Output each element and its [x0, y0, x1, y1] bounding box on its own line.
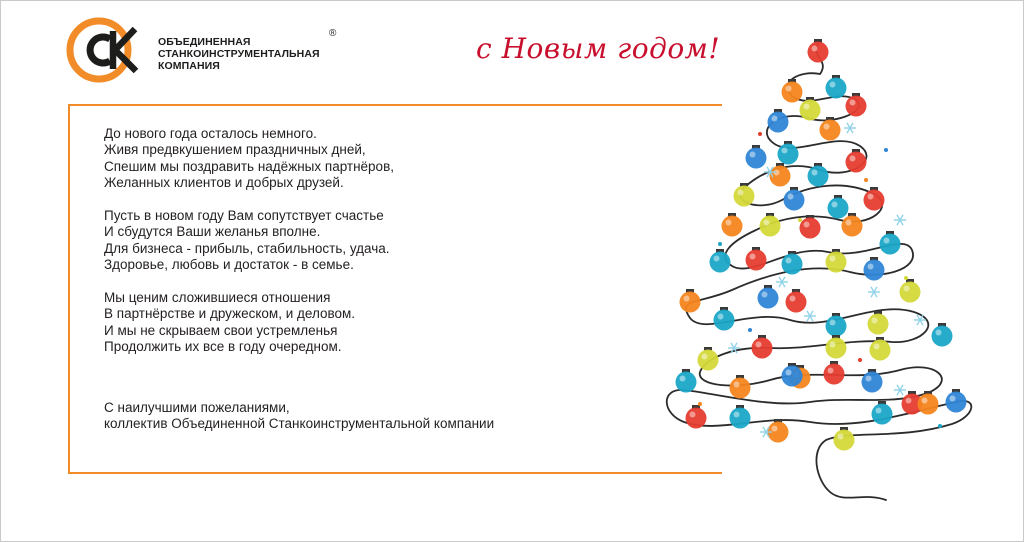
- ornament-light: [826, 78, 847, 99]
- ornament-light: [752, 338, 773, 359]
- ornament-light: [880, 234, 901, 255]
- ornament-highlight: [838, 434, 844, 440]
- ornament-light: [746, 250, 767, 271]
- ornament-highlight: [702, 354, 708, 360]
- ornament-light: [808, 166, 829, 187]
- ornament-light: [932, 326, 953, 347]
- ornament-light: [730, 408, 751, 429]
- confetti-dot: [758, 132, 762, 136]
- ornament-light: [800, 218, 821, 239]
- poem-line: До нового года осталось немного.: [104, 126, 317, 141]
- confetti-dot: [748, 328, 752, 332]
- poem-line: Мы ценим сложившиеся отношения: [104, 290, 331, 306]
- ornament-light: [760, 216, 781, 237]
- ornament-highlight: [734, 382, 740, 388]
- ornament-light: [824, 364, 845, 385]
- signature-line: С наилучшими пожеланиями,: [104, 400, 290, 415]
- ornament-light: [868, 314, 889, 335]
- ornament-highlight: [750, 152, 756, 158]
- ornament-highlight: [804, 222, 810, 228]
- ornament-light: [834, 430, 855, 451]
- ornament-light: [842, 216, 863, 237]
- ornament-highlight: [850, 156, 856, 162]
- ornament-highlight: [804, 104, 810, 110]
- ornament-highlight: [812, 170, 818, 176]
- poem-line: Спешим мы поздравить надёжных партнёров,: [104, 158, 394, 174]
- ornament-highlight: [790, 296, 796, 302]
- new-year-greeting: с Новым годом!: [476, 32, 721, 65]
- ornament-light: [800, 100, 821, 121]
- ornament-light: [714, 310, 735, 331]
- poem-line: В партнёрстве и дружеском, и деловом.: [104, 306, 356, 322]
- confetti-dot: [904, 276, 908, 280]
- poem-stanza: [104, 126, 574, 192]
- ornament-highlight: [788, 194, 794, 200]
- ornament-highlight: [832, 202, 838, 208]
- ornament-light: [782, 82, 803, 103]
- ornament-light: [722, 216, 743, 237]
- poem-line: Желанных клиентов и добрых друзей.: [104, 175, 344, 191]
- ornament-light: [676, 372, 697, 393]
- ornament-highlight: [868, 194, 874, 200]
- ornament-highlight: [762, 292, 768, 298]
- ornament-light: [864, 260, 885, 281]
- ornament-highlight: [936, 330, 942, 336]
- ornament-highlight: [868, 264, 874, 270]
- ornament-light: [846, 96, 867, 117]
- ornament-highlight: [872, 318, 878, 324]
- ornament-highlight: [874, 344, 880, 350]
- ornament-light: [680, 292, 701, 313]
- company-name-line: КОМПАНИЯ: [158, 60, 220, 72]
- ornament-highlight: [772, 426, 778, 432]
- ornament-light: [820, 120, 841, 141]
- snowflake-icon: [776, 277, 788, 287]
- christmas-tree-icon: [660, 30, 990, 530]
- ornament-light: [828, 198, 849, 219]
- ornament-highlight: [846, 220, 852, 226]
- ornament-highlight: [756, 342, 762, 348]
- ornament-highlight: [884, 238, 890, 244]
- ornament-light: [846, 152, 867, 173]
- snowflake-icon: [894, 215, 906, 225]
- confetti-dot: [884, 148, 888, 152]
- ornament-highlight: [830, 82, 836, 88]
- ornament-light: [826, 316, 847, 337]
- ornament-highlight: [906, 398, 912, 404]
- signature: [104, 400, 494, 433]
- company-name: [158, 36, 320, 72]
- ornament-light: [864, 190, 885, 211]
- ornament-highlight: [922, 398, 928, 404]
- snowflake-icon: [868, 287, 880, 297]
- ornament-light: [746, 148, 767, 169]
- ornament-light: [872, 404, 893, 425]
- company-name-line: СТАНКОИНСТРУМЕНТАЛЬНАЯ: [158, 48, 320, 60]
- sk-logo-icon: [66, 17, 148, 83]
- ornament-highlight: [828, 368, 834, 374]
- ornament-light: [946, 392, 967, 413]
- poem-line: Для бизнеса - прибыль, стабильность, удача.: [104, 240, 390, 256]
- ornament-highlight: [830, 256, 836, 262]
- poem-line: Продолжить их все в году очередном.: [104, 339, 342, 355]
- ornament-light: [782, 366, 803, 387]
- snowflake-icon: [804, 311, 816, 321]
- poem-line: И мы не скрываем свои устремленья: [104, 322, 338, 338]
- ornament-highlight: [684, 296, 690, 302]
- ornament-highlight: [750, 254, 756, 260]
- poem-line: И сбудутся Ваши желанья вполне.: [104, 224, 321, 240]
- ornament-highlight: [680, 376, 686, 382]
- company-name-line: ОБЪЕДИНЕННАЯ: [158, 36, 251, 48]
- confetti-dot: [698, 402, 702, 406]
- ornament-highlight: [830, 342, 836, 348]
- confetti-dot: [718, 242, 722, 246]
- ornament-highlight: [718, 314, 724, 320]
- snowflake-icon: [844, 123, 856, 133]
- confetti-dot: [858, 358, 862, 362]
- company-logo: [66, 17, 366, 83]
- ornament-highlight: [772, 116, 778, 122]
- snowflake-icon: [894, 385, 906, 395]
- poem-line: Пусть в новом году Вам сопутствует счастье: [104, 208, 384, 224]
- ornament-light: [826, 252, 847, 273]
- ornament-light: [782, 254, 803, 275]
- ornament-light: [870, 340, 891, 361]
- ornament-light: [918, 394, 939, 415]
- ornament-highlight: [904, 286, 910, 292]
- ornament-light: [778, 144, 799, 165]
- ornament-light: [758, 288, 779, 309]
- ornament-highlight: [830, 320, 836, 326]
- ornament-highlight: [734, 412, 740, 418]
- poem-stanza: [104, 290, 574, 356]
- poem: [104, 126, 574, 372]
- ornament-highlight: [866, 376, 872, 382]
- ornament-highlight: [786, 370, 792, 376]
- ornament-highlight: [690, 412, 696, 418]
- ornament-highlight: [876, 408, 882, 414]
- ornament-highlight: [726, 220, 732, 226]
- ornament-light: [900, 282, 921, 303]
- ornament-light: [862, 372, 883, 393]
- ornament-light: [710, 252, 731, 273]
- confetti-dot: [864, 178, 868, 182]
- ornament-light: [784, 190, 805, 211]
- ornament-highlight: [786, 86, 792, 92]
- signature-line: коллектив Объединенной Станкоинструментальной компании: [104, 416, 495, 432]
- ornament-highlight: [824, 124, 830, 130]
- ornament-light: [730, 378, 751, 399]
- ornament-light: [768, 112, 789, 133]
- ornament-highlight: [812, 46, 818, 52]
- ornament-highlight: [738, 190, 744, 196]
- ornament-light: [808, 42, 829, 63]
- ornament-highlight: [786, 258, 792, 264]
- ornament-light: [826, 338, 847, 359]
- ornament-highlight: [782, 148, 788, 154]
- ornament-highlight: [714, 256, 720, 262]
- poem-line: Живя предвкушением праздничных дней,: [104, 142, 366, 158]
- ornament-light: [698, 350, 719, 371]
- poem-stanza: [104, 208, 574, 274]
- ornament-light: [686, 408, 707, 429]
- poem-line: Здоровье, любовь и достаток - в семье.: [104, 257, 354, 273]
- ornament-light: [786, 292, 807, 313]
- confetti-dot: [798, 218, 802, 222]
- ornament-light: [734, 186, 755, 207]
- ornament-highlight: [850, 100, 856, 106]
- confetti-dot: [938, 424, 942, 428]
- registered-mark: ®: [329, 28, 337, 39]
- ornament-highlight: [950, 396, 956, 402]
- ornament-highlight: [764, 220, 770, 226]
